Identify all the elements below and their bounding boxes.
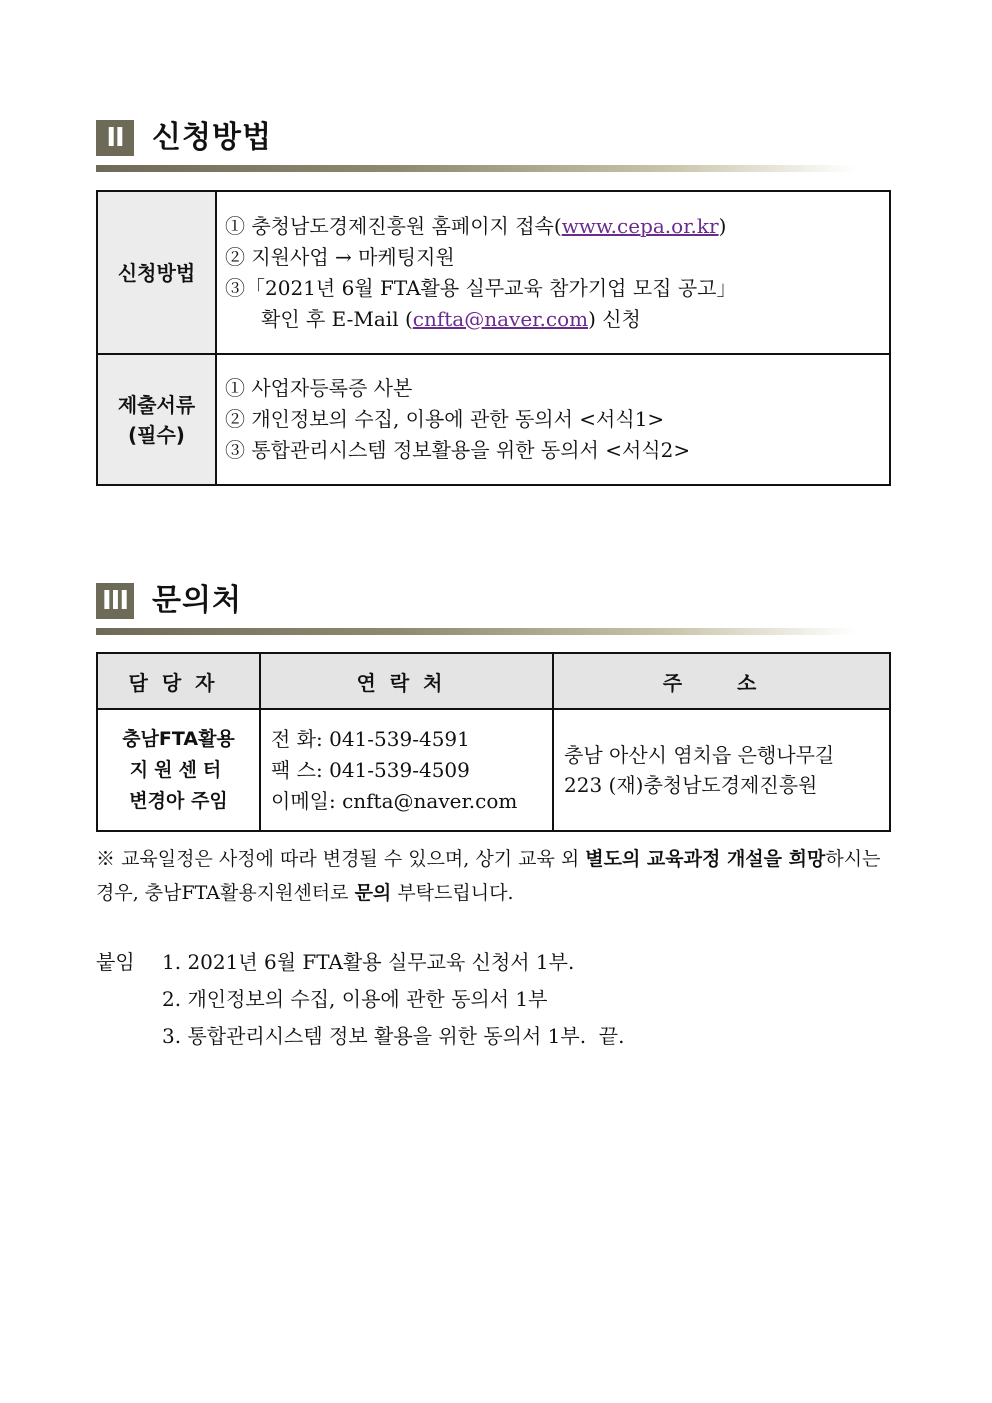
header-contact-info: 연락처: [260, 653, 553, 709]
application-method-table: [96, 190, 891, 486]
required-documents: [216, 354, 890, 485]
phone-number: 041-539-4591: [329, 726, 470, 751]
application-steps: [216, 191, 890, 354]
document-item: ② 개인정보의 수집, 이용에 관한 동의서 <서식1>: [225, 407, 665, 431]
section-title: 신청방법: [152, 120, 272, 155]
section-divider: [96, 628, 856, 635]
section-title: 문의처: [152, 583, 242, 618]
contact-info: 전 화: 041-539-4591 팩 스: 041-539-4509 이메일: cnfta@naver.com: [260, 709, 553, 831]
contact-person: 충남FTA활용 지원센터 변경아 주임: [97, 709, 260, 831]
attachment-item: 3. 통합관리시스템 정보 활용을 위한 동의서 1부. 끝.: [162, 1024, 625, 1048]
row-label: 신청방법: [97, 191, 216, 354]
email-address[interactable]: cnfta@naver.com: [342, 788, 518, 813]
attachment-item: 2. 개인정보의 수집, 이용에 관한 동의서 1부: [162, 987, 548, 1011]
document-item: ① 사업자등록증 사본: [225, 376, 413, 400]
notice-text: ※ 교육일정은 사정에 따라 변경될 수 있으며, 상기 교육 외 별도의 교육과정 개설을 희망하시는 경우, 충남FTA활용지원센터로 문의 부탁드립니다.: [96, 848, 881, 904]
website-link[interactable]: www.cepa.or.kr: [561, 213, 719, 238]
step-3: ③「2021년 6월 FTA활용 실무교육 참가기업 모집 공고」: [225, 275, 737, 300]
header-address: 주 소: [553, 653, 890, 709]
email-link[interactable]: cnfta@naver.com: [412, 306, 589, 331]
step-2: ② 지원사업 → 마케팅지원: [225, 244, 455, 269]
row-label: 제출서류 (필수): [97, 354, 216, 485]
address: 충남 아산시 염치읍 은행나무길 223 (재)충청남도경제진흥원: [553, 709, 890, 831]
section-number: II: [96, 120, 134, 156]
section-divider: [96, 165, 856, 172]
step-3-continued: 확인 후 E-Mail (cnfta@naver.com) 신청: [261, 306, 641, 331]
step-1: ① 충청남도경제진흥원 홈페이지 접속(www.cepa.or.kr): [225, 213, 727, 238]
fax-number: 041-539-4509: [329, 757, 470, 782]
contact-table: [96, 652, 891, 832]
attachments-label: 붙임: [96, 950, 135, 974]
section-number: III: [96, 583, 134, 619]
header-contact-person: 담당자: [97, 653, 260, 709]
document-item: ③ 통합관리시스템 정보활용을 위한 동의서 <서식2>: [225, 438, 691, 462]
attachment-item: 1. 2021년 6월 FTA활용 실무교육 신청서 1부.: [162, 950, 575, 974]
